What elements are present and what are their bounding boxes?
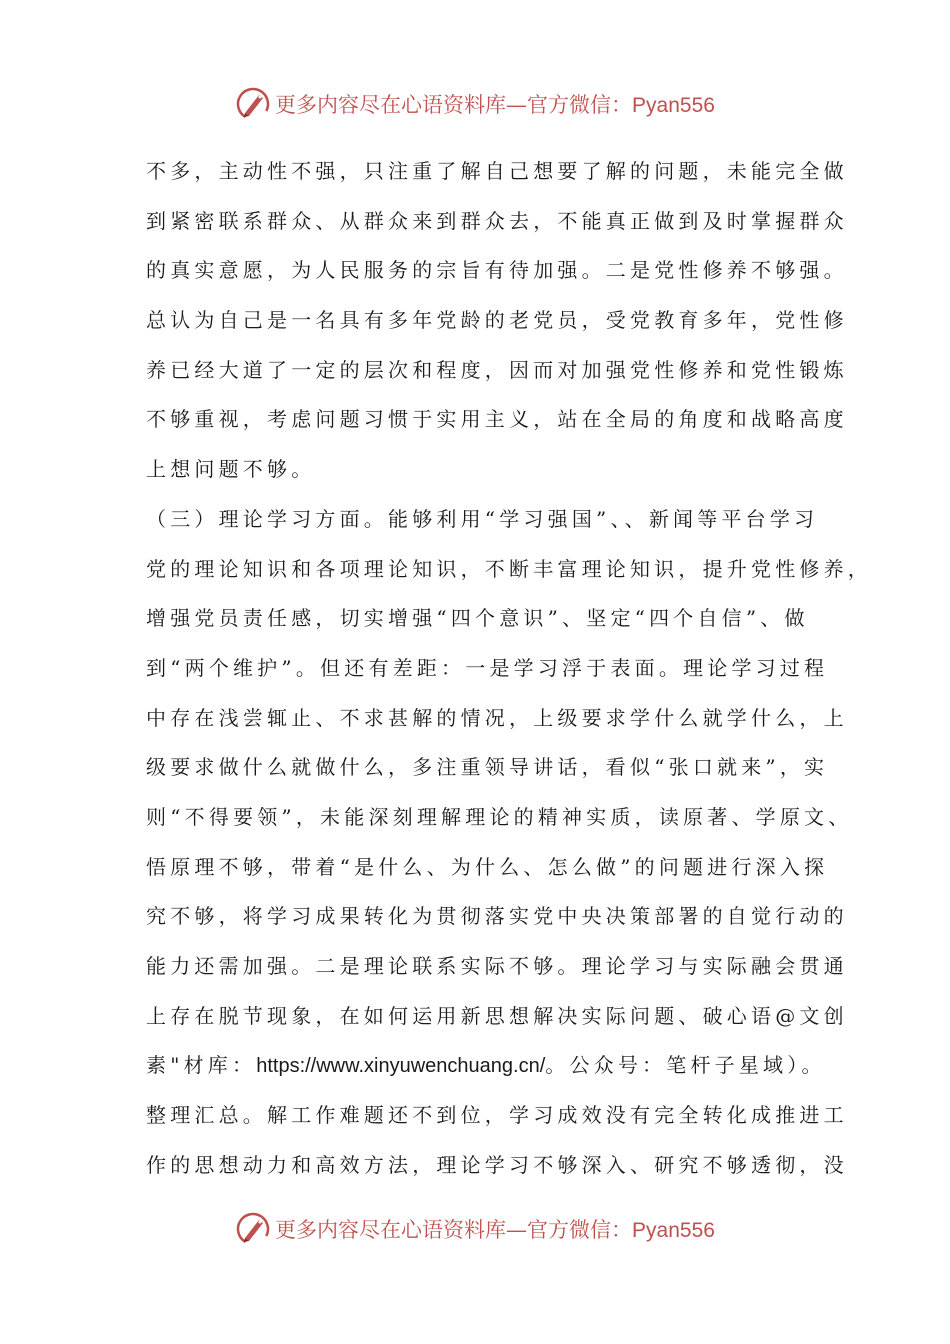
- footer-wechat-id: Pyan556: [632, 1219, 715, 1242]
- body-line: 总认为自己是一名具有多年党龄的老党员，受党教育多年，党性修: [146, 308, 848, 333]
- pen-logo-icon: [235, 1211, 271, 1247]
- body-line: 不够重视，考虑问题习惯于实用主义，站在全局的角度和战略高度: [146, 407, 848, 432]
- body-line: 整理汇总。解工作难题还不到位，学习成效没有完全转化成推进工: [146, 1103, 848, 1128]
- header-banner-text: 更多内容尽在心语资料库—官方微信：Pyan556: [275, 93, 715, 117]
- body-line: 养已经大道了一定的层次和程度，因而对加强党性修养和党性锻炼: [146, 357, 848, 382]
- body-line: 到“两个维护”。但还有差距：一是学习浮于表面。理论学习过程: [146, 655, 829, 680]
- header-wechat-id: Pyan556: [632, 94, 715, 117]
- source-url: https://www.xinyuwenchuang.cn/: [256, 1055, 546, 1078]
- body-line: 党的理论知识和各项理论知识，不断丰富理论知识，提升党性修养，: [146, 556, 872, 581]
- body-line: 究不够，将学习成果转化为贯彻落实党中央决策部署的自觉行动的: [146, 904, 848, 929]
- body-line: 中存在浅尝辄止、不求甚解的情况，上级要求学什么就学什么，上: [146, 705, 848, 730]
- line-text: 。公众号：笔杆子星域）。: [545, 1053, 826, 1078]
- body-line: 的真实意愿，为人民服务的宗旨有待加强。二是党性修养不够强。: [146, 258, 848, 283]
- body-line: 则“不得要领”，未能深刻理解理论的精神实质，读原著、学原文、: [146, 804, 853, 829]
- body-line: 上想问题不够。: [146, 457, 316, 482]
- pen-logo-icon: [235, 86, 271, 122]
- body-line: （三）理论学习方面。能够利用“学习强国”、、新闻等平台学习: [146, 506, 819, 531]
- footer-banner: [0, 1207, 950, 1251]
- body-line: 到紧密联系群众、从群众来到群众去，不能真正做到及时掌握群众: [146, 208, 848, 233]
- header-banner: [0, 82, 950, 126]
- body-line: 不多，主动性不强，只注重了解自己想要了解的问题，未能完全做: [146, 159, 848, 183]
- body-line: [146, 1041, 826, 1091]
- body-line: 作的思想动力和高效方法，理论学习不够深入、研究不够透彻，没: [146, 1152, 848, 1177]
- document-body: [146, 147, 872, 1190]
- body-line: 悟原理不够，带着“是什么、为什么、怎么做”的问题进行深入探: [146, 854, 829, 879]
- body-line: 能力还需加强。二是理论联系实际不够。理论学习与实际融会贯通: [146, 954, 848, 978]
- body-line: 增强党员责任感，切实增强“四个意识”、坚定“四个自信”、做: [146, 606, 809, 631]
- line-text: 素"材库：: [146, 1053, 257, 1078]
- footer-banner-text: 更多内容尽在心语资料库—官方微信：Pyan556: [275, 1218, 715, 1242]
- body-line: 级要求做什么就做什么，多注重领导讲话，看似“张口就来”，实: [146, 755, 829, 780]
- body-line: 上存在脱节现象，在如何运用新思想解决实际问题、破心语@文创: [146, 1003, 848, 1028]
